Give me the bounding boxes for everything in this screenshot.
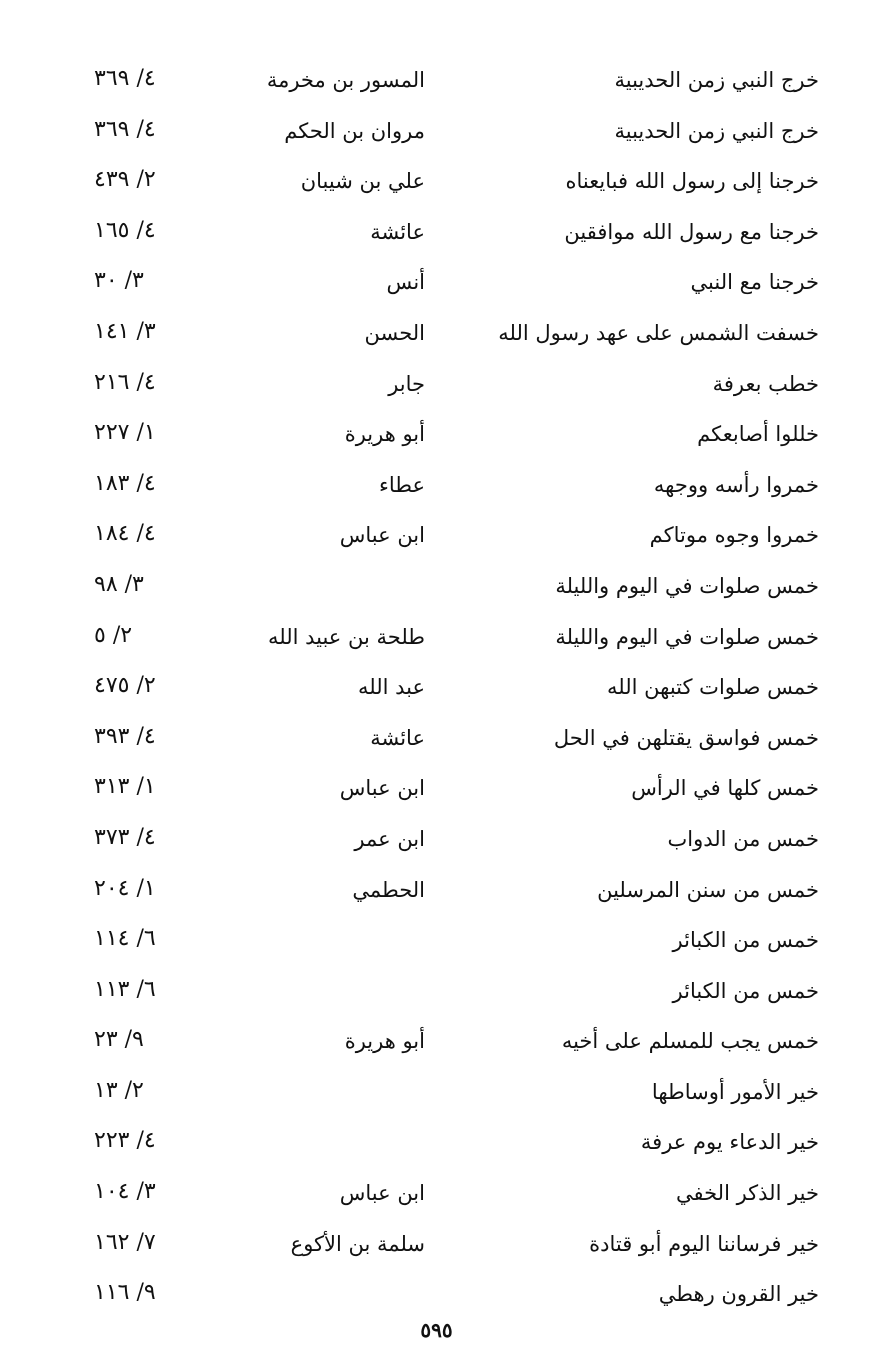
narrator-name: المسور بن مخرمة — [266, 68, 425, 92]
volume-page-ref: ١/ ٢٢٧ — [94, 420, 156, 446]
hadith-text: خرجنا مع رسول الله موافقين — [564, 219, 819, 244]
volume-page-ref: ٤/ ٢١٦ — [94, 369, 156, 395]
hadith-text: خمس فواسق يقتلهن في الحل — [553, 725, 819, 750]
hadith-text: خرجنا مع النبي — [690, 270, 819, 295]
hadith-text: خمس صلوات كتبهن الله — [607, 675, 819, 700]
index-row — [0, 613, 873, 664]
narrator-name: جابر — [388, 371, 425, 396]
volume-page-ref: ٤/ ٣٧٣ — [94, 824, 156, 850]
volume-page-ref: ٢/ ٤٧٥ — [94, 673, 156, 699]
index-row — [0, 866, 873, 917]
volume-page-ref: ٢/ ٤٣٩ — [94, 167, 156, 193]
hadith-text: خمس صلوات في اليوم والليلة — [555, 573, 819, 598]
hadith-text: خطب بعرفة — [712, 371, 819, 396]
volume-page-ref: ٣/ ٩٨ — [94, 571, 144, 597]
page-number: ٥٩٥ — [420, 1318, 453, 1342]
index-row — [0, 56, 873, 107]
narrator-name: أبو هريرة — [344, 422, 425, 447]
narrator-name: أنس — [386, 270, 425, 295]
hadith-text: خمروا رأسه ووجهه — [653, 472, 819, 497]
volume-page-ref: ٦/ ١١٤ — [94, 926, 156, 952]
narrator-name: ابن عمر — [354, 826, 425, 851]
index-row — [0, 410, 873, 461]
hadith-text: خرج النبي زمن الحديبية — [614, 118, 819, 143]
index-row — [0, 107, 873, 158]
volume-page-ref: ٤/ ٣٩٣ — [94, 723, 156, 749]
narrator-name: ابن عباس — [339, 1181, 425, 1206]
index-row — [0, 916, 873, 967]
index-row — [0, 511, 873, 562]
index-row — [0, 764, 873, 815]
hadith-text: خير الدعاء يوم عرفة — [640, 1130, 819, 1155]
hadith-text: خمس من سنن المرسلين — [597, 877, 819, 902]
volume-page-ref: ٦/ ١١٣ — [94, 976, 156, 1002]
index-row — [0, 562, 873, 613]
volume-page-ref: ٤/ ٣٦٩ — [94, 116, 156, 142]
volume-page-ref: ٤/ ٢٢٣ — [94, 1128, 156, 1154]
index-row — [0, 1017, 873, 1068]
index-row — [0, 309, 873, 360]
hadith-text: خير الأمور أوساطها — [651, 1079, 819, 1104]
volume-page-ref: ٢/ ٥ — [94, 622, 133, 648]
index-row — [0, 258, 873, 309]
volume-page-ref: ٣/ ١٤١ — [94, 318, 156, 344]
index-row — [0, 461, 873, 512]
volume-page-ref: ٣/ ١٠٤ — [94, 1179, 156, 1205]
index-row — [0, 1068, 873, 1119]
volume-page-ref: ٤/ ١٦٥ — [94, 217, 156, 243]
index-row — [0, 714, 873, 765]
index-row — [0, 1169, 873, 1220]
index-row — [0, 815, 873, 866]
narrator-name: مروان بن الحكم — [284, 118, 425, 143]
index-row — [0, 360, 873, 411]
hadith-text: خير فرساننا اليوم أبو قتادة — [589, 1231, 819, 1256]
narrator-name: الحسن — [364, 320, 425, 345]
index-row — [0, 208, 873, 259]
narrator-name: أبو هريرة — [344, 1029, 425, 1054]
volume-page-ref: ٤/ ١٨٣ — [94, 470, 156, 496]
narrator-name: عائشة — [370, 725, 425, 750]
hadith-text: خسفت الشمس على عهد رسول الله — [498, 320, 819, 345]
index-row — [0, 1220, 873, 1271]
hadith-text: خمس من الكبائر — [672, 978, 819, 1003]
narrator-name: عائشة — [370, 219, 425, 244]
narrator-name: ابن عباس — [339, 523, 425, 548]
volume-page-ref: ٣/ ٣٠ — [94, 268, 144, 294]
volume-page-ref: ٢/ ١٣ — [94, 1077, 144, 1103]
index-row — [0, 157, 873, 208]
narrator-name: ابن عباس — [339, 776, 425, 801]
hadith-text: خمس كلها في الرأس — [631, 776, 819, 801]
volume-page-ref: ١/ ٣١٣ — [94, 774, 156, 800]
volume-page-ref: ٩/ ١١٦ — [94, 1280, 156, 1306]
hadith-text: خمروا وجوه موتاكم — [649, 523, 819, 548]
hadith-text: خمس يجب للمسلم على أخيه — [561, 1029, 819, 1054]
volume-page-ref: ٧/ ١٦٢ — [94, 1229, 156, 1255]
volume-page-ref: ٤/ ١٨٤ — [94, 521, 156, 547]
volume-page-ref: ١/ ٢٠٤ — [94, 875, 156, 901]
narrator-name: سلمة بن الأكوع — [290, 1231, 425, 1256]
index-row — [0, 1118, 873, 1169]
volume-page-ref: ٩/ ٢٣ — [94, 1027, 144, 1053]
index-row — [0, 1270, 873, 1321]
index-row — [0, 663, 873, 714]
narrator-name: عطاء — [378, 472, 425, 497]
hadith-text: خمس من الكبائر — [672, 928, 819, 953]
narrator-name: علي بن شيبان — [300, 169, 425, 194]
index-table — [0, 56, 873, 1321]
hadith-text: خمس من الدواب — [667, 826, 819, 851]
narrator-name: الحطمي — [352, 877, 425, 902]
hadith-text: خرجنا إلى رسول الله فبايعناه — [565, 169, 819, 194]
narrator-name: طلحة بن عبيد الله — [267, 624, 425, 649]
narrator-name: عبد الله — [357, 675, 425, 700]
hadith-text: خير القرون رهطي — [658, 1282, 819, 1307]
hadith-text: خرج النبي زمن الحديبية — [614, 68, 819, 92]
hadith-text: خللوا أصابعكم — [697, 422, 819, 447]
index-row — [0, 967, 873, 1018]
hadith-text: خير الذكر الخفي — [675, 1181, 819, 1206]
volume-page-ref: ٤/ ٣٦٩ — [94, 66, 156, 91]
hadith-text: خمس صلوات في اليوم والليلة — [555, 624, 819, 649]
